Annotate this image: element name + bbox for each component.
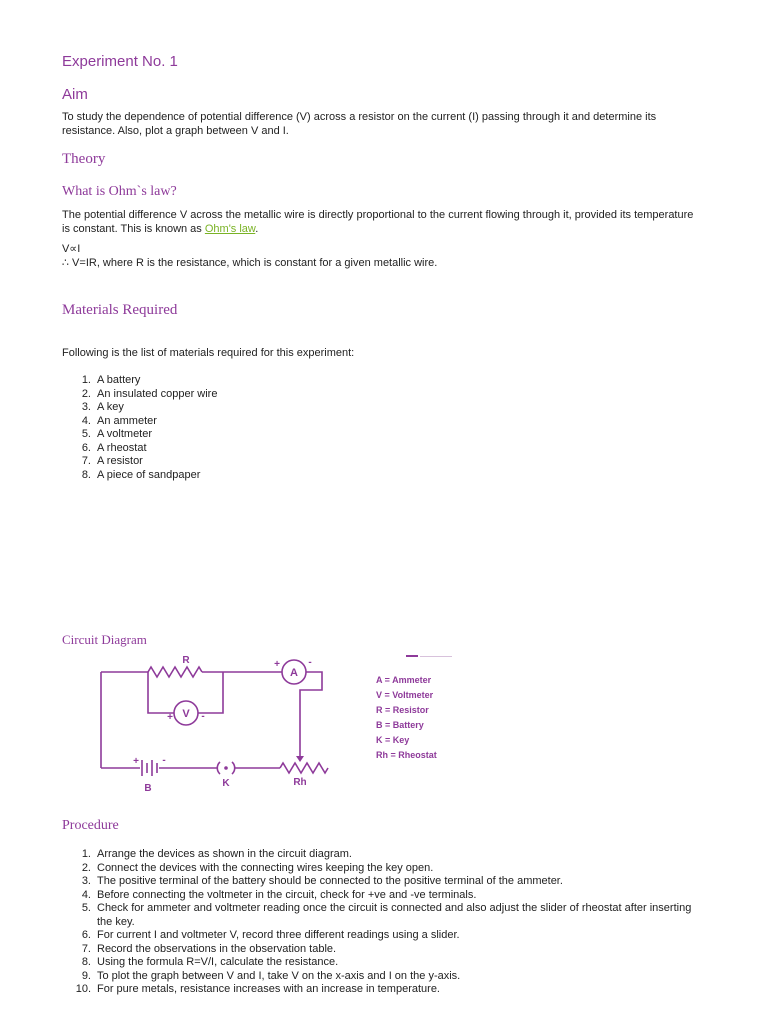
procedure-step-text: Arrange the devices as shown in the circuit diagram. bbox=[97, 848, 352, 860]
ohms-law-subheading: What is Ohm`s law? bbox=[62, 184, 177, 199]
label-Rh: Rh bbox=[293, 777, 307, 788]
procedure-step bbox=[62, 889, 702, 903]
procedure-step-number: 10. bbox=[75, 983, 91, 995]
procedure-step-number: 2. bbox=[81, 861, 91, 874]
procedure-step-number: 3. bbox=[81, 875, 91, 887]
procedure-step-text: The positive terminal of the battery should be connected to the positive terminal of the ammeter. bbox=[97, 875, 563, 887]
material-item-number: 1. bbox=[81, 374, 91, 386]
material-item-text: A battery bbox=[97, 374, 141, 386]
procedure-step-text: To plot the graph between V and I, take V on the x-axis and I on the y-axis. bbox=[97, 969, 461, 982]
key-symbol bbox=[217, 762, 220, 774]
legend-item: K = Key bbox=[376, 735, 410, 745]
material-item-text: A rheostat bbox=[97, 441, 147, 454]
material-item-text: A key bbox=[97, 401, 124, 413]
legend-item: A = Ammeter bbox=[376, 675, 432, 685]
circuit-legend bbox=[376, 673, 437, 763]
materials-heading: Materials Required bbox=[62, 302, 178, 318]
circuit-diagram bbox=[90, 650, 370, 800]
battery-plus: + bbox=[133, 756, 139, 767]
aim-text: To study the dependence of potential difference (V) across a resistor on the current (I) passing through it and determine its resistance. Also, plot a graph between V and I. bbox=[62, 111, 657, 137]
label-K: K bbox=[222, 778, 230, 789]
procedure-step-number: 6. bbox=[81, 929, 91, 941]
circuit-diagram-heading: Circuit Diagram bbox=[62, 632, 147, 647]
theory-heading: Theory bbox=[62, 151, 106, 167]
label-A: A bbox=[290, 667, 298, 679]
material-item-number: 3. bbox=[81, 401, 91, 413]
procedure-step bbox=[62, 956, 702, 970]
material-item bbox=[62, 455, 217, 469]
theory-text: The potential difference V across the metallic wire is directly proportional to the current flowing through it, provided its temperature is constant. This is known as bbox=[62, 209, 694, 235]
material-item bbox=[62, 469, 217, 483]
theory-paragraph bbox=[62, 209, 702, 236]
procedure-step-number: 9. bbox=[81, 969, 91, 982]
material-item-number: 2. bbox=[81, 387, 91, 400]
key-dot bbox=[224, 766, 228, 770]
material-item-number: 8. bbox=[81, 468, 91, 481]
material-item bbox=[62, 415, 217, 429]
legend-item: Rh = Rheostat bbox=[376, 750, 437, 760]
procedure-step bbox=[62, 902, 702, 929]
materials-list bbox=[62, 374, 217, 482]
materials-intro: Following is the list of materials required for this experiment: bbox=[62, 347, 355, 359]
procedure-step-text: For current I and voltmeter V, record three different readings using a slider. bbox=[97, 929, 460, 941]
material-item bbox=[62, 428, 217, 442]
procedure-step-number: 5. bbox=[81, 902, 91, 914]
procedure-step-text: Record the observations in the observation table. bbox=[97, 942, 337, 955]
wire-voltmeter-left bbox=[148, 672, 174, 713]
procedure-step bbox=[62, 848, 702, 862]
aim-heading: Aim bbox=[62, 86, 88, 103]
legend-marker-line bbox=[406, 655, 418, 657]
procedure-list bbox=[62, 848, 702, 997]
wire-voltmeter-right bbox=[198, 672, 223, 713]
label-R: R bbox=[182, 655, 190, 666]
label-B: B bbox=[144, 783, 152, 794]
ohms-law-equation: ∴ V=IR, where R is the resistance, which is constant for a given metallic wire. bbox=[62, 257, 438, 269]
material-item-number: 4. bbox=[81, 414, 91, 427]
material-item-text: A resistor bbox=[97, 455, 143, 467]
voltmeter-plus: + bbox=[167, 712, 173, 723]
key-symbol bbox=[232, 762, 235, 774]
ammeter-plus: + bbox=[274, 659, 280, 670]
material-item-text: A piece of sandpaper bbox=[97, 468, 201, 481]
theory-text-end: . bbox=[255, 222, 259, 235]
material-item bbox=[62, 374, 217, 388]
procedure-step bbox=[62, 929, 702, 943]
procedure-heading: Procedure bbox=[62, 818, 119, 833]
procedure-step-text: Using the formula R=V/I, calculate the resistance. bbox=[97, 956, 339, 968]
material-item bbox=[62, 388, 217, 402]
rheostat-slider-arrow bbox=[296, 756, 304, 762]
battery-minus: - bbox=[162, 755, 166, 766]
legend-item: B = Battery bbox=[376, 720, 424, 730]
procedure-step-number: 8. bbox=[81, 956, 91, 968]
ammeter-minus: - bbox=[308, 657, 312, 668]
procedure-step-text: Connect the devices with the connecting wires keeping the key open. bbox=[97, 861, 434, 874]
procedure-step bbox=[62, 862, 702, 876]
material-item-text: A voltmeter bbox=[97, 428, 153, 440]
procedure-step-text: Check for ammeter and voltmeter reading once the circuit is connected and also adjust the slider of rheostat after inserting the key. bbox=[97, 902, 692, 928]
wire-right bbox=[300, 672, 322, 740]
procedure-step bbox=[62, 970, 702, 984]
procedure-step bbox=[62, 943, 702, 957]
legend-item: V = Voltmeter bbox=[376, 690, 434, 700]
procedure-step-number: 1. bbox=[81, 848, 91, 860]
ohms-law-link[interactable]: Ohm's law bbox=[204, 222, 256, 235]
experiment-title: Experiment No. 1 bbox=[62, 53, 178, 70]
rheostat-symbol bbox=[280, 763, 328, 773]
procedure-step-number: 4. bbox=[81, 888, 91, 901]
label-V: V bbox=[182, 708, 190, 720]
legend-item: R = Resistor bbox=[376, 705, 429, 715]
material-item bbox=[62, 401, 217, 415]
material-item bbox=[62, 442, 217, 456]
material-item-text: An insulated copper wire bbox=[97, 387, 218, 400]
procedure-step-number: 7. bbox=[81, 942, 91, 955]
legend-marker-faint bbox=[420, 656, 452, 657]
material-item-number: 6. bbox=[81, 441, 91, 454]
voltmeter-minus: - bbox=[201, 711, 205, 722]
resistor-R-symbol bbox=[148, 667, 202, 677]
procedure-step bbox=[62, 875, 702, 889]
procedure-step-text: Before connecting the voltmeter in the circuit, check for +ve and -ve terminals. bbox=[97, 888, 477, 901]
material-item-number: 5. bbox=[81, 428, 91, 440]
proportional-statement: V∝I bbox=[62, 243, 81, 255]
material-item-number: 7. bbox=[81, 455, 91, 467]
material-item-text: An ammeter bbox=[97, 414, 157, 427]
procedure-step bbox=[62, 983, 702, 997]
procedure-step-text: For pure metals, resistance increases with an increase in temperature. bbox=[97, 983, 440, 995]
